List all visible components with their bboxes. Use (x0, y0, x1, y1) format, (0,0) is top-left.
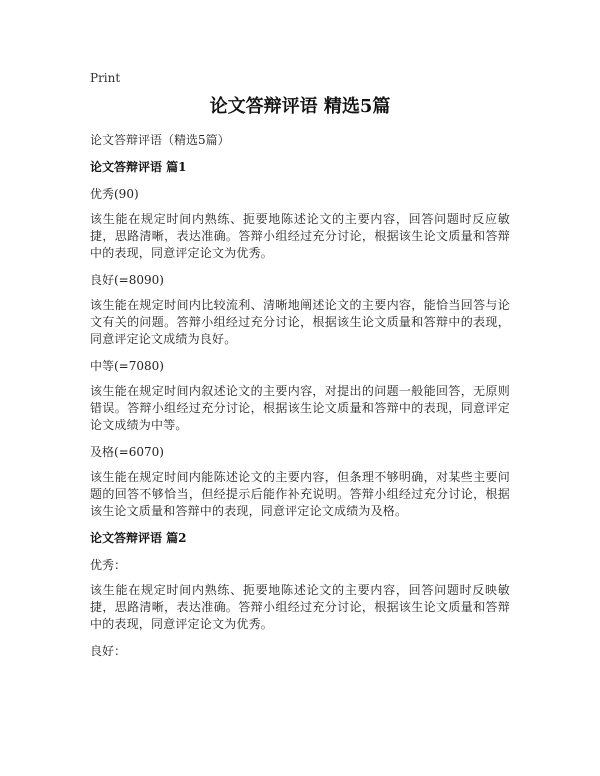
section-heading: 论文答辩评语 篇2 (90, 531, 187, 545)
comment-paragraph: 该生能在规定时间内熟练、扼要地陈述论文的主要内容，回答问题时反映敏捷，思路清晰，表达准确。答辩小组经过充分讨论，根据该生论文质量和答辩中的表现，同意评定论文为优秀。 (90, 583, 510, 631)
grade-label: 良好(=8090) (90, 273, 164, 287)
comment-paragraph: 该生能在规定时间内叙述论文的主要内容，对提出的问题一般能回答，无原则错误。答辩小组经过充分讨论，根据该生论文质量和答辩中的表现，同意评定论文成绩为中等。 (90, 384, 510, 432)
section-heading: 论文答辩评语 篇1 (90, 160, 187, 174)
document-title: 论文答辩评语 精选5篇 (209, 96, 391, 117)
grade-label: 优秀(90) (90, 187, 139, 201)
section-1 (90, 159, 510, 520)
comment-paragraph: 该生能在规定时间内熟练、扼要地陈述论文的主要内容，回答问题时反应敏捷，思路清晰，表达准确。答辩小组经过充分讨论，根据该生论文质量和答辩中的表现，同意评定论文为优秀。 (90, 212, 510, 260)
comment-paragraph: 该生能在规定时间内能陈述论文的主要内容，但条理不够明确，对某些主要问题的回答不够恰当，但经提示后能作补充说明。答辩小组经过充分讨论，根据该生论文质量和答辩中的表现，同意评定论文成绩为及格。 (90, 470, 510, 518)
grade-label: 优秀： (90, 558, 127, 572)
grade-label: 及格(=6070) (90, 445, 164, 459)
print-label: Print (90, 71, 121, 85)
section-2 (90, 530, 510, 660)
grade-label: 良好： (90, 644, 127, 658)
document-subtitle: 论文答辩评语（精选5篇） (90, 133, 230, 147)
grade-label: 中等(=7080) (90, 359, 164, 373)
comment-paragraph: 该生能在规定时间内比较流利、清晰地阐述论文的主要内容，能恰当回答与论文有关的问题。答辩小组经过充分讨论，根据该生论文质量和答辩中的表现，同意评定论文成绩为良好。 (90, 298, 510, 346)
